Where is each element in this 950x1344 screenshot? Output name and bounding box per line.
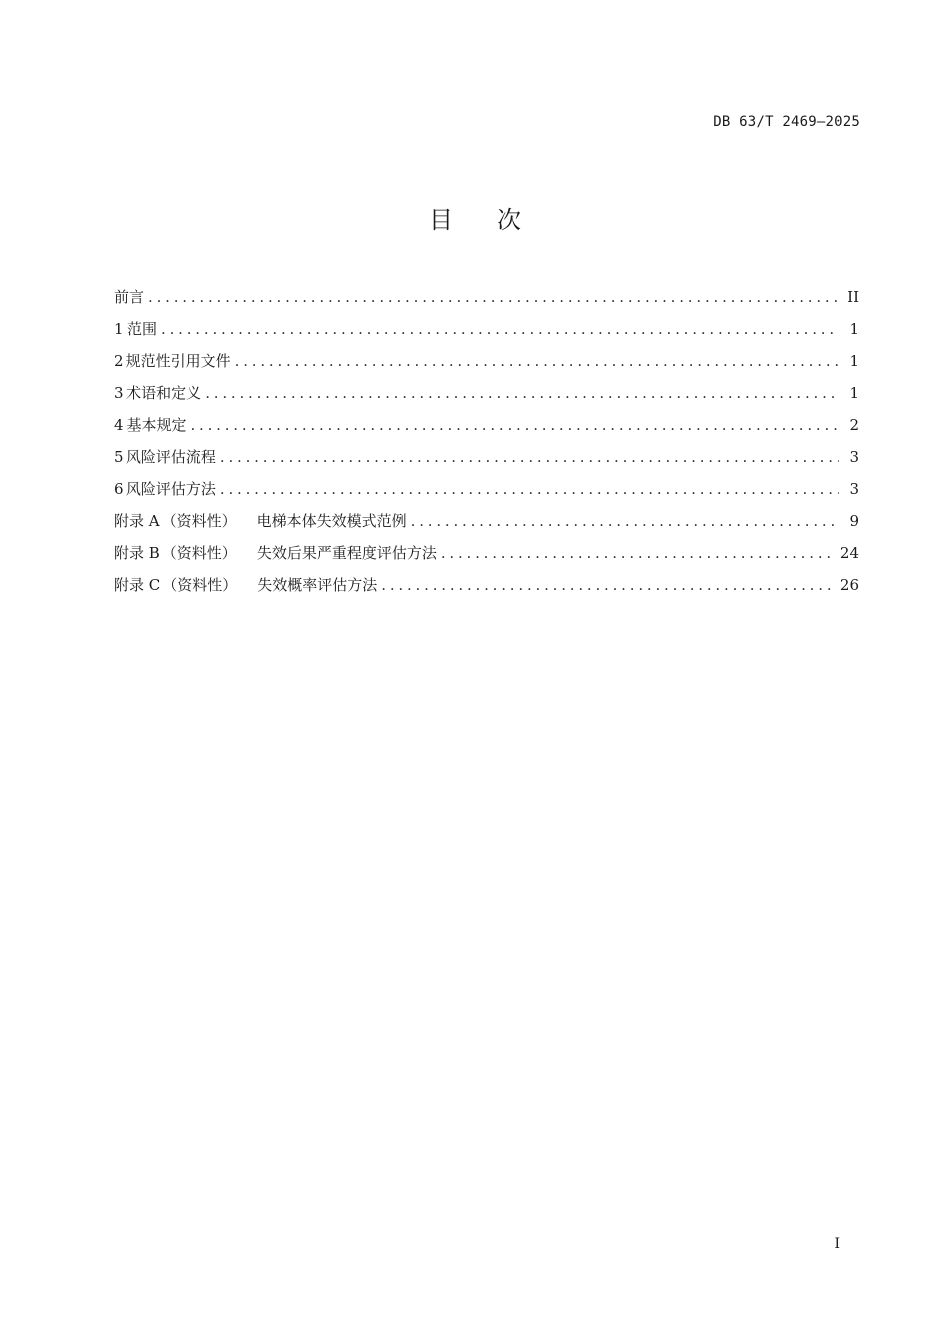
toc-entry-2[interactable] (114, 350, 859, 382)
toc-leader-dots (411, 512, 839, 530)
toc-leader-dots (441, 544, 834, 562)
toc-entry-label: 基本规定 (126, 416, 187, 434)
toc-entry-page: 3 (849, 448, 859, 466)
toc-entry-number: 1 (114, 320, 124, 338)
toc-leader-dots (205, 384, 839, 402)
toc-annex-heading (114, 510, 407, 531)
toc-annex-name: 失效概率评估方法 (257, 576, 378, 594)
toc-entry-annex-c[interactable] (114, 574, 859, 606)
toc-entry-annex-b[interactable] (114, 542, 859, 574)
toc-annex-heading (114, 574, 377, 595)
toc-leader-dots (220, 480, 839, 498)
toc-entry-label: 风险评估方法 (125, 480, 216, 498)
toc-entry-page: 24 (839, 544, 859, 562)
toc-entry-4[interactable] (114, 414, 859, 446)
toc-entry-6[interactable] (114, 478, 859, 510)
toc-entry-label: 术语和定义 (126, 384, 202, 402)
toc-annex-type: （资料性） (161, 544, 237, 562)
toc-entry-page: 3 (849, 480, 859, 498)
page-number: I (834, 1236, 840, 1252)
toc-annex-heading (114, 542, 437, 563)
toc-entry-3[interactable] (114, 382, 859, 414)
toc-entry-annex-a[interactable] (114, 510, 859, 542)
toc-annex-label: 附录 A (114, 512, 160, 530)
toc-leader-dots (220, 448, 839, 466)
toc-leader-dots (161, 320, 839, 338)
toc-annex-name: 电梯本体失效模式范例 (256, 512, 407, 530)
toc-leader-dots (381, 576, 834, 594)
toc-title (0, 200, 950, 235)
toc-entry-foreword[interactable] (114, 286, 859, 318)
toc-entry-page: 9 (849, 512, 859, 530)
toc-entry-page: 1 (849, 352, 859, 370)
toc-annex-label: 附录 B (114, 544, 160, 562)
toc-entry-label: 风险评估流程 (125, 448, 216, 466)
toc-entry-page: 26 (839, 576, 859, 594)
toc-entry-label: 前言 (114, 288, 145, 306)
toc-entry-label: 范围 (127, 320, 158, 338)
toc-entry-number: 6 (114, 480, 124, 498)
toc-entry-label: 规范性引用文件 (125, 352, 231, 370)
toc-entry-page: 2 (849, 416, 859, 434)
toc-annex-type: （资料性） (161, 512, 237, 530)
toc-annex-type: （资料性） (162, 576, 238, 594)
toc-entry-number: 2 (114, 352, 124, 370)
toc-leader-dots (235, 352, 839, 370)
table-of-contents (114, 286, 859, 606)
document-code: DB 63/T 2469—2025 (713, 114, 860, 130)
toc-title-char-1: 目 (429, 206, 453, 234)
toc-entry-5[interactable] (114, 446, 859, 478)
toc-entry-number: 4 (114, 416, 124, 434)
toc-title-char-2: 次 (497, 206, 521, 234)
toc-entry-1[interactable] (114, 318, 859, 350)
toc-entry-number: 3 (114, 384, 124, 402)
toc-entry-page: II (847, 288, 859, 306)
toc-entry-number: 5 (114, 448, 124, 466)
toc-leader-dots (190, 416, 839, 434)
toc-entry-page: 1 (849, 384, 859, 402)
toc-leader-dots (148, 288, 839, 306)
toc-entry-page: 1 (849, 320, 859, 338)
toc-annex-label: 附录 C (114, 576, 161, 594)
toc-annex-name: 失效后果严重程度评估方法 (256, 544, 437, 562)
